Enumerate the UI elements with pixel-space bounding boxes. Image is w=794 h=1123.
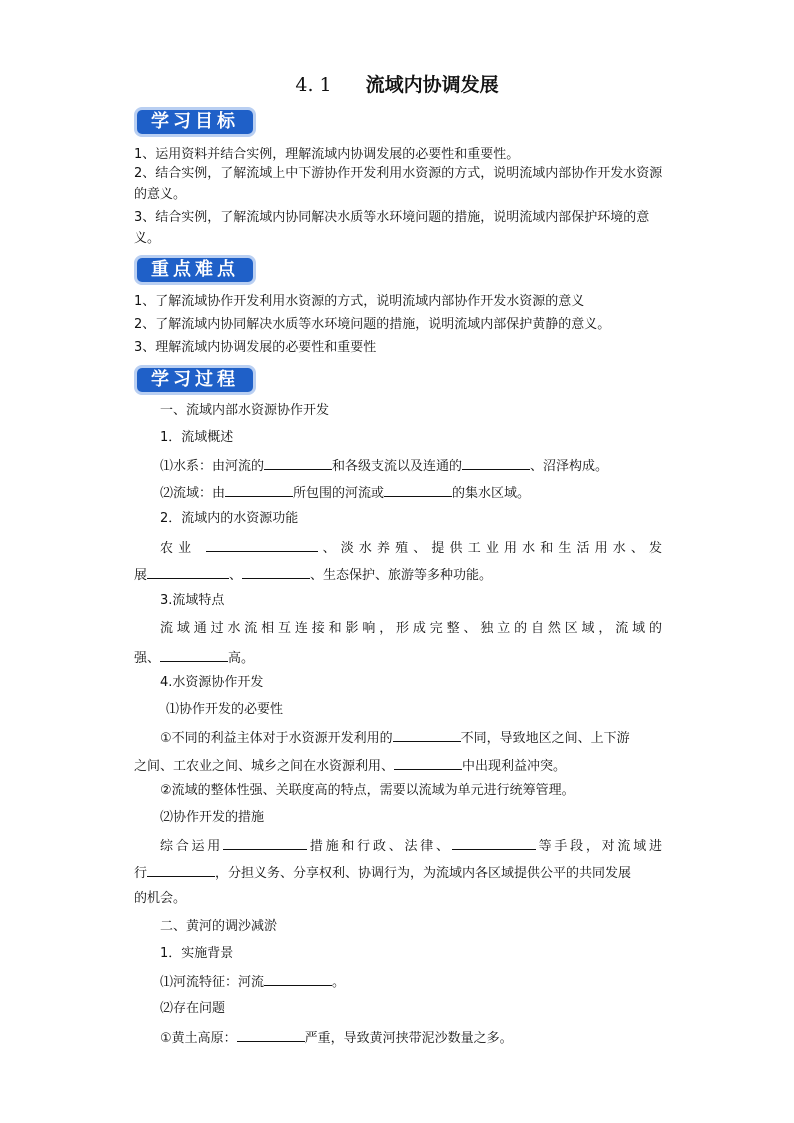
answer-blank[interactable] [237,1028,305,1042]
fill-line [160,836,662,856]
key-point-item: 2、了解流域内协同解决水质等水环境问题的措施，说明流域内部保护黄静的意义。 [134,317,611,332]
subsection-heading: ⑴协作开发的必要性 [166,702,284,717]
title-text: 流域内协调发展 [365,74,499,96]
fill-line [160,728,630,748]
answer-blank[interactable] [384,483,452,497]
text: ⑴河流特征：河流 [160,975,265,990]
answer-blank[interactable] [264,972,332,986]
answer-blank[interactable] [147,565,229,579]
fill-line [134,756,566,776]
fill-line [134,565,492,585]
paragraph: 流域通过水流相互连接和影响，形成完整、独立的自然区域，流域的 [160,621,662,636]
subsection-heading: 1．实施背景 [160,946,234,961]
fill-line [160,483,530,503]
answer-blank[interactable] [147,863,215,877]
answer-blank[interactable] [264,456,332,470]
text: 、生态保护、旅游等多种功能。 [310,568,493,583]
subsection-heading: ⑵协作开发的措施 [160,810,265,825]
text: 展 [134,568,148,583]
key-point-item: 3、理解流域内协调发展的必要性和重要性 [134,340,377,355]
text: 、沼泽构成。 [530,459,609,474]
answer-blank[interactable] [452,836,536,850]
subsection-heading: 2．流域内的水资源功能 [160,511,299,526]
objective-item: 3、结合实例，了解流域内协同解决水质等水环境问题的措施，说明流域内部保护环境的意义。 [134,210,650,246]
answer-blank[interactable] [393,728,461,742]
key-point-item: 1、了解流域协作开发利用水资源的方式，说明流域内部协作开发水资源的意义 [134,294,585,309]
section-heading: 二、黄河的调沙减淤 [160,919,278,934]
text: 农业 [160,541,197,556]
text: ，分担义务、分享权利、协调行为，为流域内各区域提供公平的共同发展 [215,866,632,881]
text: 严重，导致黄河挟带泥沙数量之多。 [304,1031,513,1046]
text: 等手段，对流域进 [535,839,662,854]
text: ⑴水系：由河流的 [160,459,265,474]
subsection-heading: ⑵存在问题 [160,1001,226,1016]
objective-item: 1、运用资料并结合实例，理解流域内协调发展的必要性和重要性。 [134,147,520,162]
text: ①黄土高原： [160,1031,237,1046]
answer-blank[interactable] [462,456,530,470]
text: 所包围的河流或 [293,486,385,501]
text: 和各级支流以及连通的 [332,459,463,474]
paragraph: ②流域的整体性强、关联度高的特点，需要以流域为单元进行统筹管理。 [160,783,575,798]
text: 之间、工农业之间、城乡之间在水资源利用、 [134,759,395,774]
text: 、淡水养殖、提供工业用水和生活用水、发 [317,541,662,556]
paragraph: 的机会。 [134,891,187,906]
fill-line [160,456,608,476]
text: 强、 [134,651,161,666]
answer-blank[interactable] [223,836,307,850]
fill-line [134,648,254,668]
text: 措施和行政、法律、 [307,839,452,854]
subsection-heading: 3.流域特点 [160,593,225,608]
answer-blank[interactable] [160,648,228,662]
text: 的集水区域。 [452,486,531,501]
objectives-badge: 学习目标 [134,107,256,137]
text: 综合运用 [160,839,224,854]
text: ①不同的利益主体对于水资源开发利用的 [160,731,393,746]
section-number: 4. 1 [295,74,332,96]
text: ⑵流域：由 [160,486,226,501]
text: 中出现利益冲突。 [462,759,567,774]
answer-blank[interactable] [242,565,310,579]
subsection-heading: 1．流域概述 [160,430,234,445]
text: 高。 [228,651,255,666]
objective-item: 2、结合实例，了解流域上中下游协作开发利用水资源的方式，说明流域内部协作开发水资源的意义。 [134,166,663,202]
text: 不同，导致地区之间、上下游 [460,731,630,746]
text: 行 [134,866,148,881]
fill-line [160,538,662,558]
page-title [0,70,794,97]
answer-blank[interactable] [394,756,462,770]
fill-line [160,1028,513,1048]
process-badge: 学习过程 [134,365,256,395]
text: 、 [229,568,243,583]
fill-line [160,972,345,992]
key-points-badge: 重点难点 [134,255,256,285]
answer-blank[interactable] [206,538,318,552]
text: 。 [332,975,346,990]
subsection-heading: 4.水资源协作开发 [160,675,264,690]
fill-line [134,863,631,883]
section-heading: 一、流域内部水资源协作开发 [160,403,330,418]
answer-blank[interactable] [225,483,293,497]
